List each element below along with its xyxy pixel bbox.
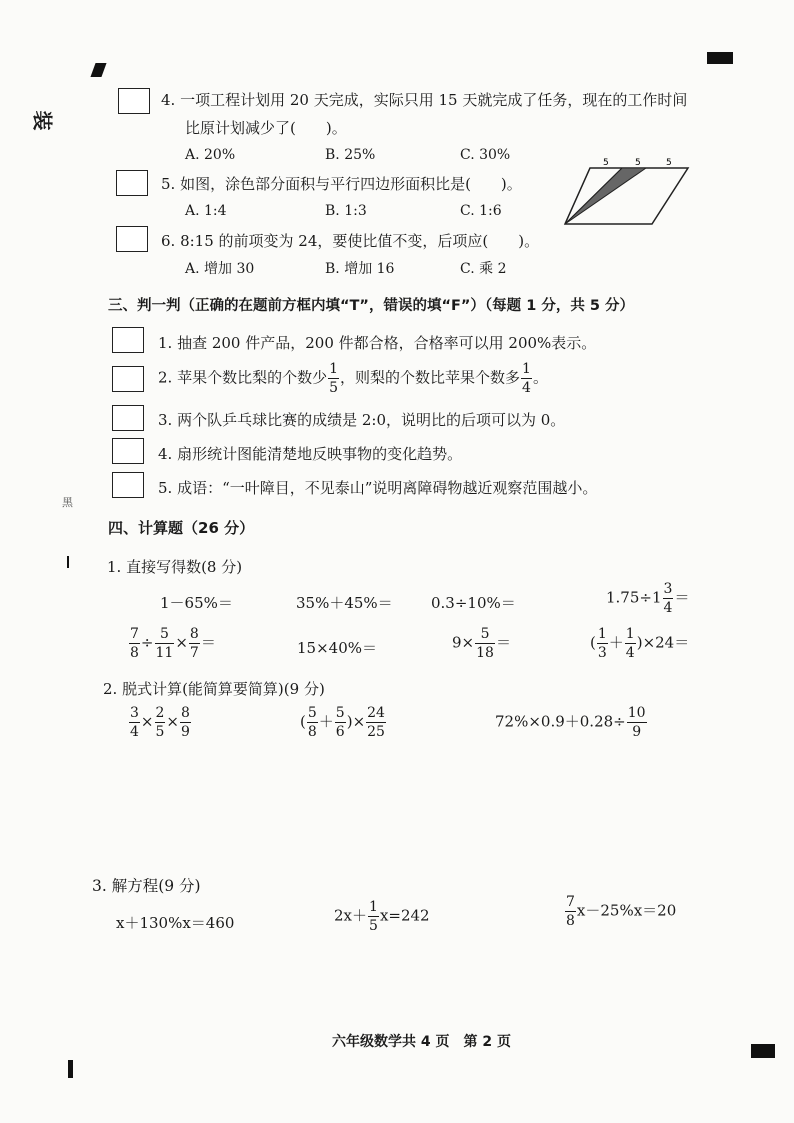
direct-calc-6: 15×40%＝ bbox=[297, 639, 377, 657]
equation-3: $\frac{7}{8}$ x－25%x＝20 bbox=[566, 894, 677, 929]
direct-calc-4-fraction: $\frac{3}{4}$ bbox=[663, 581, 673, 616]
tf2-text-end: 。 bbox=[532, 368, 548, 387]
page-footer: 六年级数学共 4 页 第 2 页 bbox=[332, 1034, 511, 1050]
section4-title: 四、计算题（26 分） bbox=[108, 519, 255, 537]
equation-1: x＋130%x＝460 bbox=[116, 914, 235, 932]
tf1-statement: 1. 抽查 200 件产品，200 件都合格，合格率可以用 200%表示。 bbox=[158, 334, 597, 352]
mc6-option-c: C. 乘 2 bbox=[460, 261, 507, 277]
direct-calc-5-fraction-2: $\frac{5}{11}$ bbox=[155, 626, 174, 661]
answer-box-tf2[interactable] bbox=[112, 366, 144, 392]
answer-box-tf4[interactable] bbox=[112, 438, 144, 464]
step-calc-1: $\frac{3}{4}$ × $\frac{2}{5}$ × $\frac{8}{9}$ bbox=[130, 705, 190, 740]
answer-box-tf5[interactable] bbox=[112, 472, 144, 498]
mc4-option-c: C. 30% bbox=[460, 147, 511, 163]
answer-box-mc5[interactable] bbox=[116, 170, 148, 196]
direct-calc-8-fraction-1: $\frac{1}{3}$ bbox=[597, 626, 607, 661]
direct-calc-7: 9× $\frac{5}{18}$ ＝ bbox=[452, 626, 511, 661]
registration-mark-top-left bbox=[90, 63, 106, 77]
mc5-question: 5. 如图，涂色部分面积与平行四边形面积比是( )。 bbox=[161, 175, 522, 193]
mc4-question-line1: 4. 一项工程计划用 20 天完成，实际只用 15 天就完成了任务，现在的工作时间 bbox=[161, 91, 688, 109]
tf4-statement: 4. 扇形统计图能清楚地反映事物的变化趋势。 bbox=[158, 445, 463, 463]
mc6-option-a: A. 增加 30 bbox=[185, 261, 255, 277]
tf2-statement bbox=[158, 362, 548, 395]
step-calc-3-fraction: $\frac{10}{9}$ bbox=[627, 705, 646, 740]
mc4-option-a: A. 20% bbox=[185, 147, 236, 163]
registration-mark-bottom-left bbox=[68, 1060, 73, 1078]
equation-3-fraction: $\frac{7}{8}$ bbox=[566, 894, 575, 929]
margin-char-2: 黑 bbox=[62, 496, 73, 509]
direct-calc-5: $\frac{7}{8}$ ÷ $\frac{5}{11}$ × $\frac{8}{7}$ ＝ bbox=[130, 626, 216, 661]
parallelogram-figure bbox=[560, 156, 696, 228]
mc6-question: 6. 8:15 的前项变为 24，要使比值不变，后项应( )。 bbox=[161, 232, 540, 250]
step-calc-2-fraction-2: $\frac{5}{6}$ bbox=[335, 705, 345, 740]
mc6-option-b: B. 增加 16 bbox=[325, 261, 395, 277]
calc-part1-title: 1. 直接写得数(8 分) bbox=[107, 558, 243, 576]
margin-char-1: 装 bbox=[30, 110, 55, 131]
answer-box-tf1[interactable] bbox=[112, 327, 144, 353]
calc-part2-title: 2. 脱式计算(能简算要简算)(9 分) bbox=[103, 680, 325, 698]
step-calc-1-fraction-1: $\frac{3}{4}$ bbox=[130, 705, 139, 740]
direct-calc-5-fraction-3: $\frac{8}{7}$ bbox=[189, 626, 199, 661]
direct-calc-2: 35%＋45%＝ bbox=[296, 594, 393, 612]
step-calc-1-fraction-3: $\frac{8}{9}$ bbox=[181, 705, 190, 740]
step-calc-2: ( $\frac{5}{8}$ ＋ $\frac{5}{6}$ )× $\frac{24}{25}$ bbox=[300, 705, 385, 740]
mc5-option-c: C. 1:6 bbox=[460, 203, 502, 219]
direct-calc-8: ( $\frac{1}{3}$ ＋ $\frac{1}{4}$ )×24＝ bbox=[590, 626, 690, 661]
tf2-fraction-1: $\frac{1}{5}$ bbox=[329, 361, 339, 396]
step-calc-3: 72%×0.9＋0.28÷ $\frac{10}{9}$ bbox=[495, 705, 646, 740]
tf2-text-start: 2. 苹果个数比梨的个数少 bbox=[158, 368, 328, 387]
registration-mark-top-right bbox=[707, 52, 733, 64]
margin-tick bbox=[67, 556, 69, 568]
tf2-text-middle: ，则梨的个数比苹果个数多 bbox=[340, 368, 521, 387]
answer-box-mc4[interactable] bbox=[118, 88, 150, 114]
mc5-option-a: A. 1:4 bbox=[185, 203, 227, 219]
registration-mark-bottom-right bbox=[751, 1044, 775, 1058]
section3-title: 三、判一判（正确的在题前方框内填“T”，错误的填“F”）（每题 1 分，共 5 分） bbox=[108, 298, 635, 314]
direct-calc-8-fraction-2: $\frac{1}{4}$ bbox=[625, 626, 635, 661]
answer-box-tf3[interactable] bbox=[112, 405, 144, 431]
mc4-question-line2: 比原计划减少了( )。 bbox=[185, 119, 347, 137]
direct-calc-1: 1－65%＝ bbox=[160, 594, 233, 612]
segment-line-2 bbox=[565, 168, 622, 224]
direct-calc-3: 0.3÷10%＝ bbox=[431, 594, 516, 612]
figure-label-3: 5 bbox=[666, 158, 672, 168]
tf3-statement: 3. 两个队乒乓球比赛的成绩是 2:0，说明比的后项可以为 0。 bbox=[158, 411, 566, 429]
tf5-statement: 5. 成语：“一叶障目，不见泰山”说明离障碍物越近观察范围越小。 bbox=[158, 479, 598, 497]
direct-calc-5-fraction-1: $\frac{7}{8}$ bbox=[130, 626, 139, 661]
equation-2-fraction: $\frac{1}{5}$ bbox=[369, 899, 378, 934]
calc-part3-title: 3. 解方程(9 分) bbox=[92, 877, 201, 895]
figure-label-2: 5 bbox=[635, 158, 641, 168]
step-calc-2-fraction-1: $\frac{5}{8}$ bbox=[307, 705, 317, 740]
answer-box-mc6[interactable] bbox=[116, 226, 148, 252]
tf2-fraction-2: $\frac{1}{4}$ bbox=[522, 361, 531, 396]
step-calc-1-fraction-2: $\frac{2}{5}$ bbox=[155, 705, 165, 740]
direct-calc-7-fraction: $\frac{5}{18}$ bbox=[476, 626, 494, 661]
mc5-option-b: B. 1:3 bbox=[325, 203, 367, 219]
step-calc-2-fraction-3: $\frac{24}{25}$ bbox=[367, 705, 385, 740]
equation-2: 2x＋ $\frac{1}{5}$ x=242 bbox=[334, 899, 430, 934]
direct-calc-4: 1.75÷1 $\frac{3}{4}$ ＝ bbox=[606, 581, 690, 616]
figure-label-1: 5 bbox=[603, 158, 609, 168]
mc4-option-b: B. 25% bbox=[325, 147, 376, 163]
